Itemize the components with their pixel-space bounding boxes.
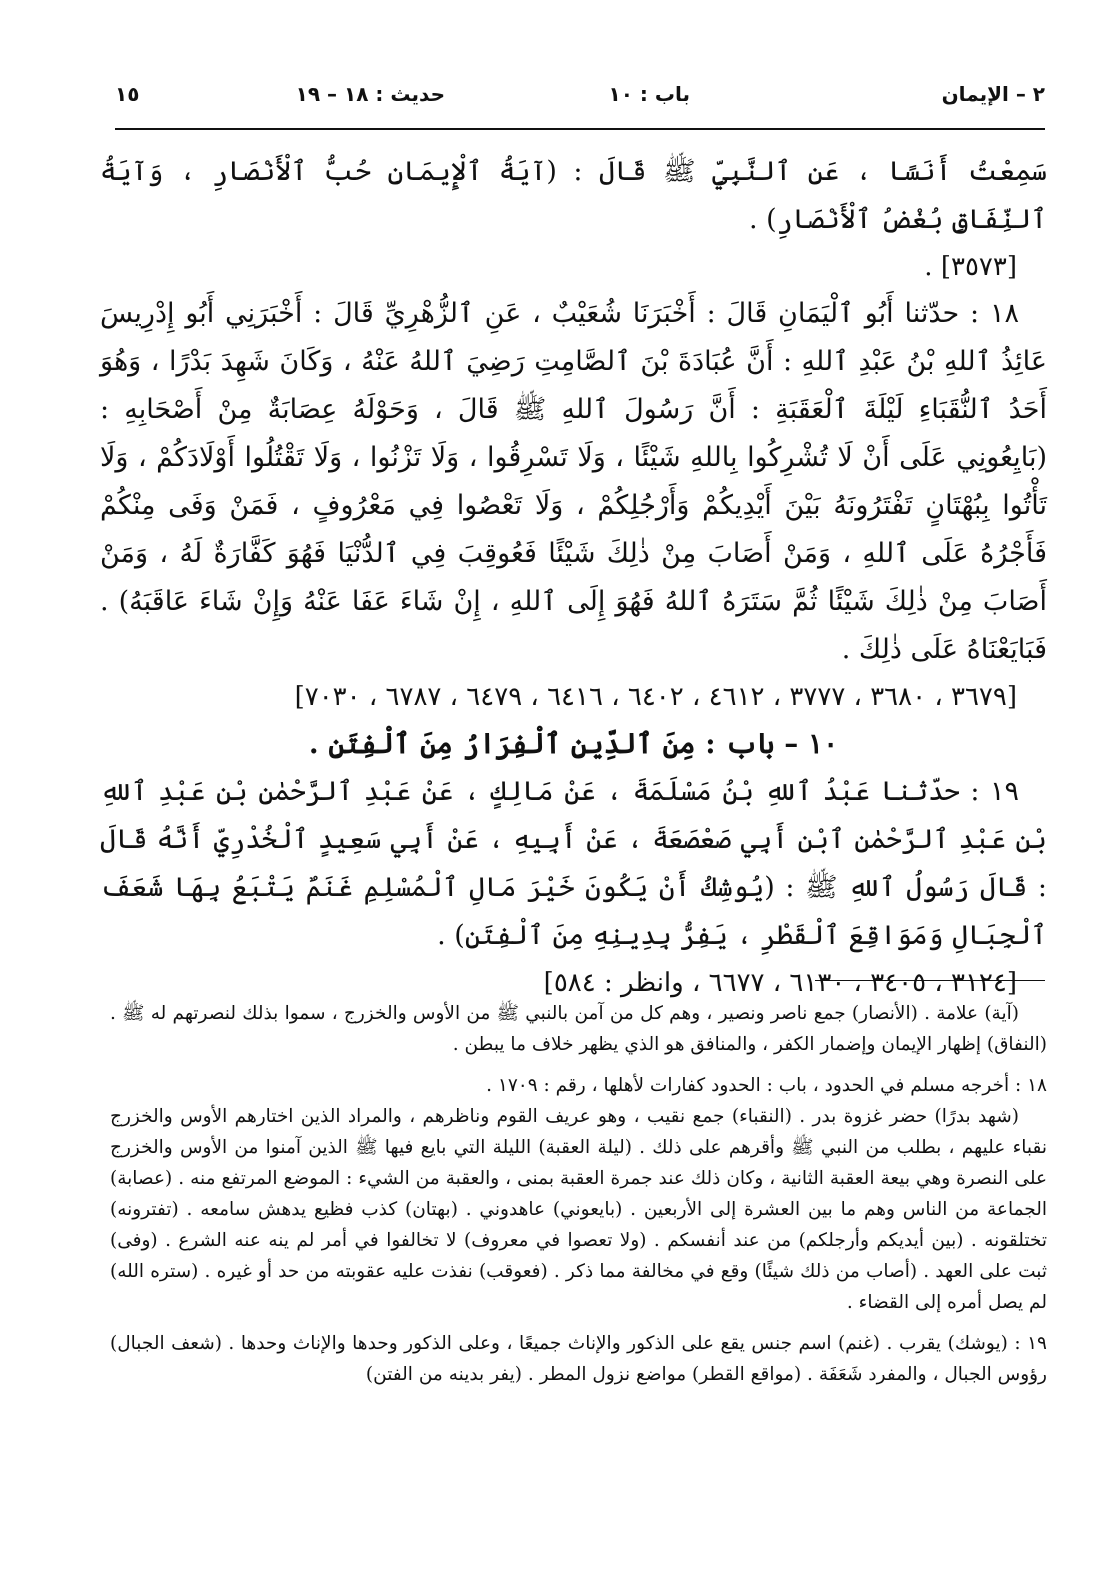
hadith-18-refs: [٣٦٧٩ ، ٣٦٨٠ ، ٣٧٧٧ ، ٤٦١٢ ، ٦٤٠٢ ، ٦٤١٦ ، ٦٤٧٩ ، ٦٧٨٧ ، ٧٠٣٠]	[294, 682, 1017, 712]
hadith-19-refs: [٣١٢٤ ، ٣٤٠٥ ، ٦١٣٠ ، ٦٦٧٧ ، وانظر : ٥٨٤]	[543, 968, 1017, 998]
hadith-19-text: ١٩ : حدّثنا عَبْدُ ٱللهِ بْنُ مَسْلَمَةَ ، عَنْ مَالِكٍ ، عَنْ عَبْدِ ٱلرَّحْمٰنِ بْنِ عَبْدِ ٱللهِ بْنِ عَبْدِ ٱلرَّحْمٰنِ ٱبْنِ أَبِي صَعْصَعَةَ ، عَنْ أَبِيهِ ، عَنْ أَبِي سَعِيدٍ ٱلْخُدْرِيِّ أَنَّهُ قَالَ : قَالَ رَسُولُ ٱللهِ ﷺ : (يُوشِكُ أَنْ يَكُونَ خَيْرَ مَالِ ٱلْمُسْلِمِ غَنَمٌ يَتْبَعُ بِهَا شَعَفَ ٱلْجِبَالِ وَمَوَاقِعَ ٱلْقَطْرِ ، يَفِرُّ بِدِينِهِ مِنَ ٱلْفِتَنِ) .	[100, 776, 1047, 951]
note-18-source: ١٨ : أخرجه مسلم في الحدود ، باب : الحدود كفارات لأهلها ، رقم : ١٧٠٩ .	[486, 1075, 1047, 1096]
chapter-title: ١٠ – باب : مِنَ ٱلدِّينِ ٱلْفِرَارُ مِنَ ٱلْفِتَنِ .	[308, 727, 839, 760]
hadith-17-tail: سَمِعْتُ أَنَسًا ، عَنِ ٱلنَّبِيِّ ﷺ قَالَ : (آيَةُ ٱلْإِيمَانِ حُبُّ ٱلْأَنْصَارِ ، وَآيَةُ ٱلنِّفَاقِ بُغْضُ ٱلْأَنْصَارِ) .	[100, 156, 1047, 235]
footnotes	[110, 998, 1047, 1400]
header-chapter: ٢ – الإيمان	[941, 82, 1045, 106]
header-hadith-range: حديث : ١٨ – ١٩	[295, 82, 445, 106]
note-17: (آية) علامة . (الأنصار) جمع ناصر ونصير ، وهم كل من آمن بالنبي ﷺ من الأوس والخزرج ، سموا بذلك لنصرتهم له ﷺ . (النفاق) إظهار الإيمان وإضمار الكفر ، والمنافق هو الذي يظهر خلاف ما يبطن .	[110, 1003, 1047, 1055]
hadith-18-text: ١٨ : حدّثنا أَبُو ٱلْيَمَانِ قَالَ : أَخْبَرَنَا شُعَيْبٌ ، عَنِ ٱلزُّهْرِيِّ قَالَ : أَخْبَرَنِي أَبُو إِدْرِيسَ عَائِذُ ٱللهِ بْنُ عَبْدِ ٱللهِ : أَنَّ عُبَادَةَ بْنَ ٱلصَّامِتِ رَضِيَ ٱللهُ عَنْهُ ، وَكَانَ شَهِدَ بَدْرًا ، وَهُوَ أَحَدُ ٱلنُّقَبَاءِ لَيْلَةَ ٱلْعَقَبَةِ : أَنَّ رَسُولَ ٱللهِ ﷺ قَالَ ، وَحَوْلَهُ عِصَابَةٌ مِنْ أَصْحَابِهِ : (بَايِعُونِي عَلَى أَنْ لَا تُشْرِكُوا بِاللهِ شَيْئًا ، وَلَا تَسْرِقُوا ، وَلَا تَزْنُوا ، وَلَا تَقْتُلُوا أَوْلَادَكُمْ ، وَلَا تَأْتُوا بِبُهْتَانٍ تَفْتَرُونَهُ بَيْنَ أَيْدِيكُمْ وَأَرْجُلِكُمْ ، وَلَا تَعْصُوا فِي مَعْرُوفٍ ، فَمَنْ وَفَى مِنْكُمْ فَأَجْرُهُ عَلَى ٱللهِ ، وَمَنْ أَصَابَ مِنْ ذٰلِكَ شَيْئًا فَعُوقِبَ فِي ٱلدُّنْيَا فَهُوَ كَفَّارَةٌ لَهُ ، وَمَنْ أَصَابَ مِنْ ذٰلِكَ شَيْئًا ثُمَّ سَتَرَهُ ٱللهُ فَهُوَ إِلَى ٱللهِ ، إِنْ شَاءَ عَفَا عَنْهُ وَإِنْ شَاءَ عَاقَبَهُ) . فَبَايَعْنَاهُ عَلَى ذٰلِكَ .	[100, 298, 1047, 665]
hadith-17-refs: [٣٥٧٣] .	[924, 252, 1017, 282]
note-19: ١٩ : (يوشك) يقرب . (غنم) اسم جنس يقع على الذكور والإناث جميعًا ، وعلى الذكور وحدها والإناث وحدها . (شعف الجبال) رؤوس الجبال ، والمفرد شَعَفَة . (مواقع القطر) مواضع نزول المطر . (يفر بدينه من الفتن)	[110, 1333, 1047, 1385]
footnote-rule	[815, 980, 1045, 981]
note-18-text: (شهد بدرًا) حضر غزوة بدر . (النقباء) جمع نقيب ، وهو عريف القوم وناظرهم ، والمراد الذين اختارهم الأوس والخزرج نقباء عليهم ، بطلب من النبي ﷺ وأقرهم على ذلك . (ليلة العقبة) الليلة التي بايع فيها ﷺ الذين آمنوا من الأوس والخزرج على النصرة وهي بيعة العقبة الثانية ، وكان ذلك عند جمرة العقبة بمنى ، والعقبة من الشيء : الموضع المرتفع منه . (عصابة) الجماعة من الناس وهم ما بين العشرة إلى الأربعين . (بايعوني) عاهدوني . (بهتان) كذب فظيع يدهش سامعه . (تفترونه) تختلقونه . (بين أيديكم وأرجلكم) من عند أنفسكم . (ولا تعصوا في معروف) لا تخالفوا في أمر لم ينه عنه الشرع . (وفى) ثبت على العهد . (أصاب من ذلك شيئًا) وقع في مخالفة مما ذكر . (فعوقب) نفذت عليه عقوبته من حد أو غيره . (ستره الله) لم يصل أمره إلى القضاء .	[110, 1106, 1047, 1313]
header-bab: باب : ١٠	[608, 82, 690, 106]
header-rule	[115, 128, 1045, 130]
main-text	[100, 148, 1047, 1006]
page-number: ١٥	[115, 82, 140, 106]
running-header	[115, 82, 1045, 116]
